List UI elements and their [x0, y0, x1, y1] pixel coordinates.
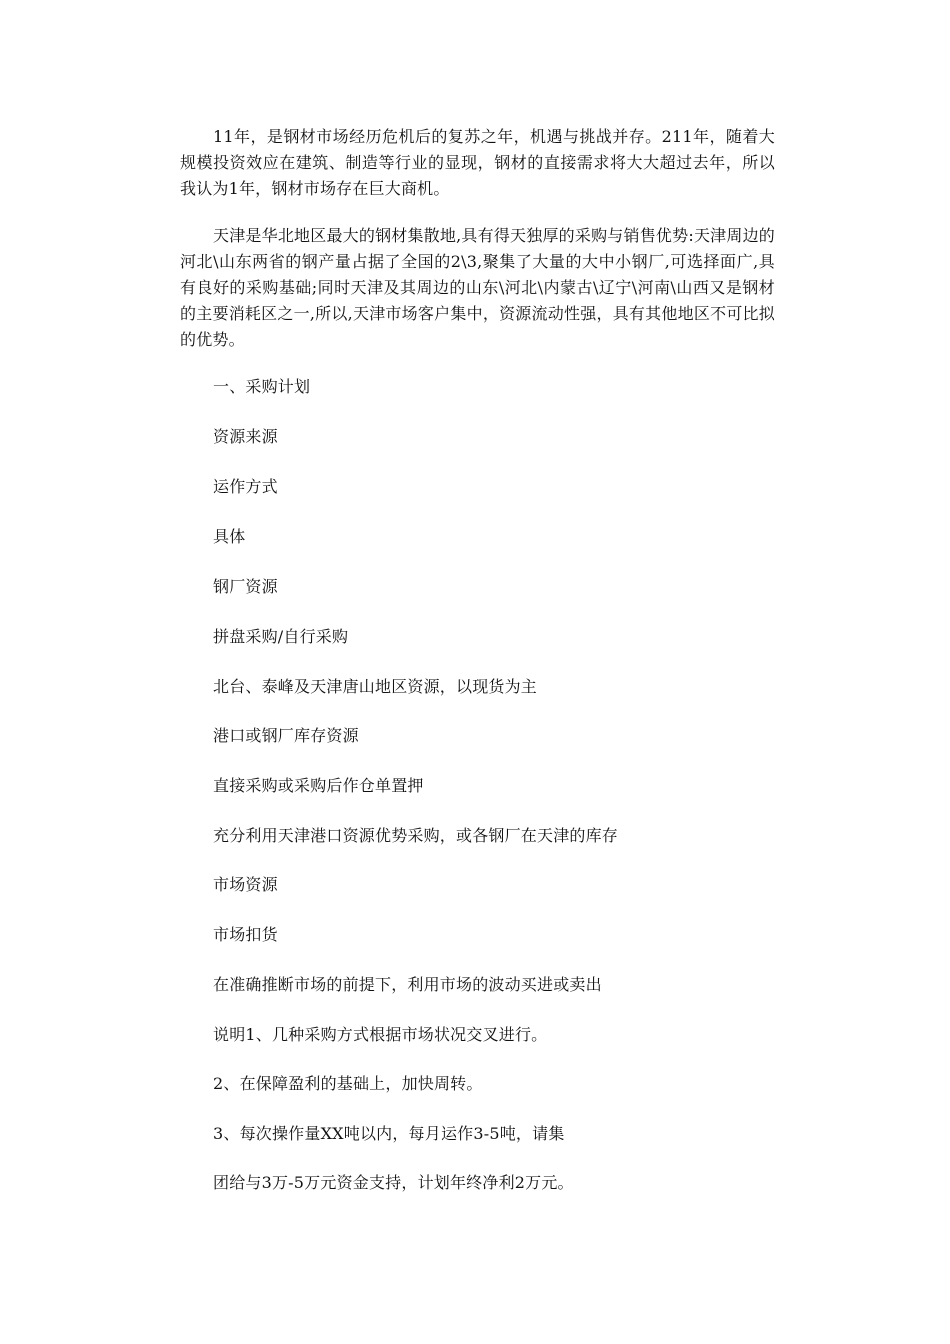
text-line: 拼盘采购/自行采购 — [213, 627, 349, 646]
text-line: 钢厂资源 — [213, 577, 278, 596]
text-line: 资源来源 — [213, 427, 278, 446]
text-line: 3、每次操作量XX吨以内，每月运作3-5吨，请集 — [213, 1124, 565, 1143]
text-line: 具体 — [213, 527, 246, 546]
text-line: 2、在保障盈利的基础上，加快周转。 — [213, 1074, 483, 1093]
section-heading-procurement-plan: 一、采购计划 — [213, 377, 311, 396]
text-line: 市场资源 — [213, 875, 278, 894]
text-line: 运作方式 — [213, 477, 278, 496]
text-line: 北台、泰峰及天津唐山地区资源，以现货为主 — [213, 677, 538, 696]
text-line: 团给与3万-5万元资金支持，计划年终净利2万元。 — [213, 1173, 574, 1192]
text-line: 市场扣货 — [213, 925, 278, 944]
text-line: 在准确推断市场的前提下，利用市场的波动买进或卖出 — [213, 975, 602, 994]
text-line: 直接采购或采购后作仓单置押 — [213, 776, 424, 795]
text-line: 港口或钢厂库存资源 — [213, 726, 359, 745]
tianjin-paragraph: 天津是华北地区最大的钢材集散地,具有得天独厚的采购与销售优势:天津周边的河北\山东两省的钢产量占据了全国的2\3,聚集了大量的大中小钢厂,可选择面广,具有良好的采购基础;同时天津及其周边的山东\河北\内蒙古\辽宁\河南\山西又是钢材的主要消耗区之一,所以,天津市场客户集中，资源流动性强，具有其他地区不可比拟的优势。 — [180, 226, 775, 349]
intro-paragraph: 11年，是钢材市场经历危机后的复苏之年，机遇与挑战并存。211年，随着大规模投资效应在建筑、制造等行业的显现，钢材的直接需求将大大超过去年，所以我认为1年，钢材市场存在巨大商机。 — [180, 127, 775, 198]
text-line: 充分利用天津港口资源优势采购，或各钢厂在天津的库存 — [213, 826, 619, 845]
text-line: 说明1、几种采购方式根据市场状况交叉进行。 — [213, 1025, 548, 1044]
